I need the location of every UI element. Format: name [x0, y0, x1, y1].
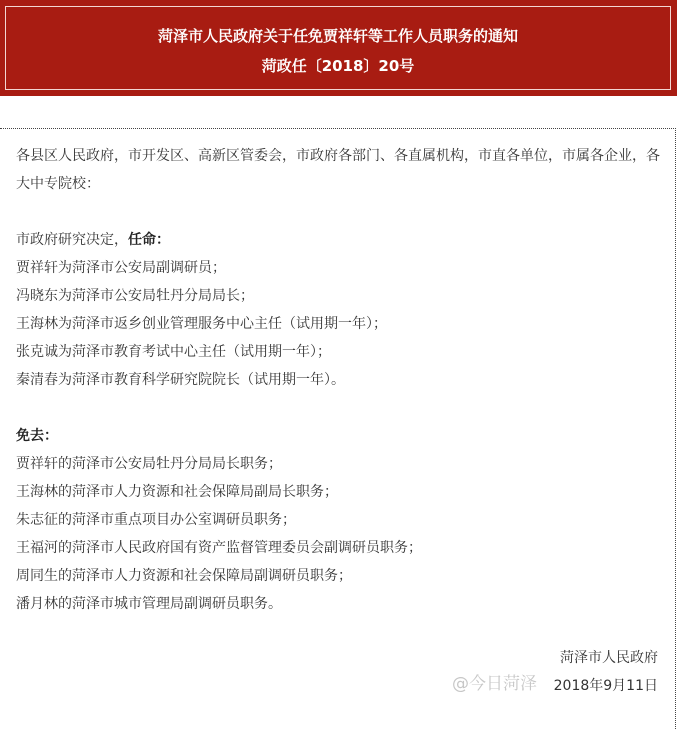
dismissal-item: 贾祥轩的菏泽市公安局牡丹分局局长职务； [16, 456, 282, 472]
appointment-item: 秦清春为菏泽市教育科学研究院院长（试用期一年）。 [16, 372, 345, 388]
appoint-label: 任命： [128, 232, 170, 248]
watermark: @今日菏泽 [452, 674, 537, 694]
dismissal-item: 王海林的菏泽市人力资源和社会保障局副局长职务； [16, 484, 338, 500]
dismissal-item: 王福河的菏泽市人民政府国有资产监督管理委员会副调研员职务； [16, 540, 422, 556]
document-number: 菏政任〔2018〕20号 [261, 57, 415, 75]
signing-date: 2018年9月11日 [553, 678, 658, 694]
signature-block [554, 644, 658, 700]
title-banner [0, 0, 677, 96]
appointment-item: 冯晓东为菏泽市公安局牡丹分局局长； [16, 288, 254, 304]
decision-prefix: 市政府研究决定， [16, 232, 128, 248]
notice-body [16, 142, 661, 618]
dismissal-item: 潘月林的菏泽市城市管理局副调研员职务。 [16, 596, 282, 612]
dismiss-label: 免去： [16, 428, 58, 444]
appointment-item: 张克诚为菏泽市教育考试中心主任（试用期一年）； [16, 344, 331, 360]
appointment-item: 王海林为菏泽市返乡创业管理服务中心主任（试用期一年）； [16, 316, 387, 332]
appointment-item: 贾祥轩为菏泽市公安局副调研员； [16, 260, 226, 276]
notice-title: 菏泽市人民政府关于任免贾祥轩等工作人员职务的通知 [157, 27, 518, 45]
addressee: 各县区人民政府，市开发区、高新区管委会，市政府各部门、各直属机构，市直各单位，市属各企业，各大中专院校： [16, 148, 660, 192]
dismissal-item: 朱志征的菏泽市重点项目办公室调研员职务； [16, 512, 296, 528]
signing-organization: 菏泽市人民政府 [560, 650, 658, 666]
dismissal-item: 周同生的菏泽市人力资源和社会保障局副调研员职务； [16, 568, 352, 584]
decision-line [16, 226, 661, 254]
